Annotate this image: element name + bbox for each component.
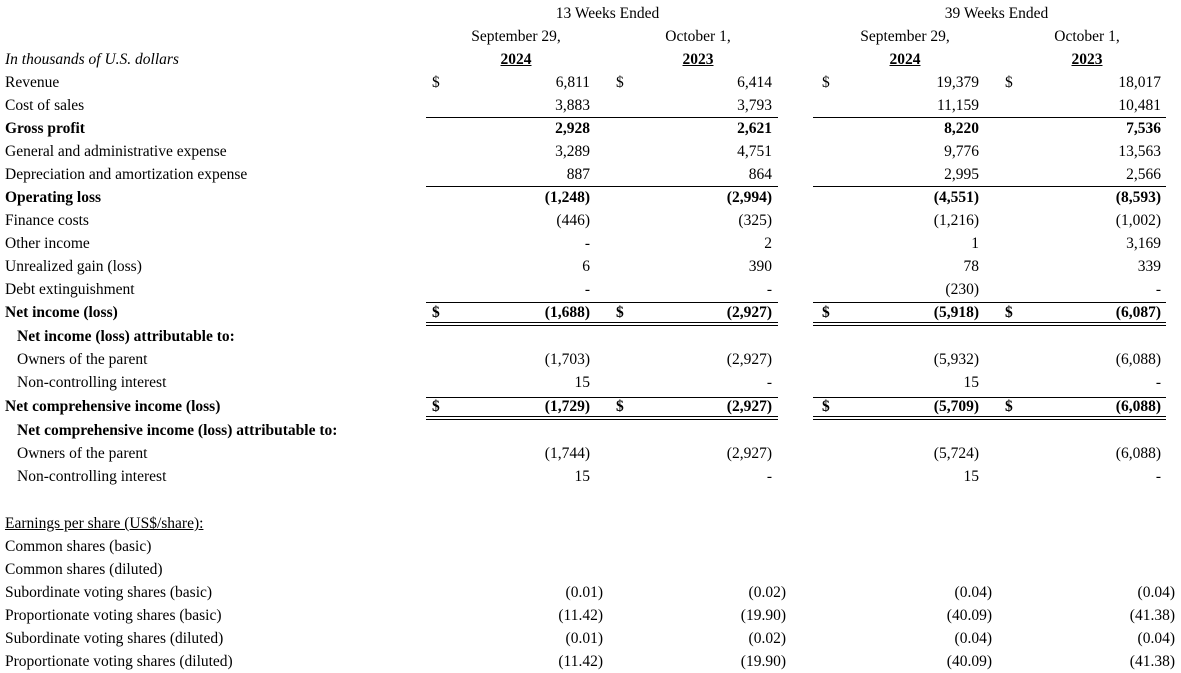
value-cell: (2,994) (726, 189, 772, 206)
value-cell: (5,709) (933, 398, 979, 415)
total-double-rule (813, 416, 1166, 420)
value-cell: - (584, 281, 590, 298)
value-cell: (2,927) (726, 351, 772, 368)
value-cell: (6,087) (1115, 304, 1161, 321)
value-cell: (230) (945, 281, 979, 298)
group-header-13-weeks: 13 Weeks Ended (555, 5, 660, 22)
currency-symbol: $ (616, 304, 624, 321)
col-year-q-2023: 2023 (682, 51, 714, 68)
value-cell: 339 (1137, 258, 1161, 275)
value-cell: 390 (748, 258, 772, 275)
eps-value-cell: (0.02) (748, 630, 786, 647)
total-double-rule (426, 322, 778, 326)
eps-value-cell: (11.42) (558, 607, 603, 624)
total-double-rule (813, 322, 1166, 326)
value-cell: 10,481 (1118, 97, 1161, 114)
eps-value-cell: (40.09) (946, 607, 992, 624)
eps-heading: Earnings per share (US$/share): (5, 515, 204, 532)
total-double-rule (426, 416, 778, 420)
value-cell: 887 (566, 166, 590, 183)
eps-value-cell: (0.02) (748, 584, 786, 601)
col-date-ytd-2023: October 1, (1054, 28, 1120, 45)
eps-value-cell: (0.01) (565, 584, 603, 601)
value-cell: 2,566 (1126, 166, 1161, 183)
value-cell: 2 (764, 235, 772, 252)
currency-symbol: $ (822, 398, 830, 415)
row-label-other-income: Other income (5, 235, 90, 252)
subtotal-rule (426, 117, 778, 118)
value-cell: (8,593) (1115, 189, 1161, 206)
value-cell: 11,159 (936, 97, 979, 114)
subtotal-rule (813, 397, 1166, 398)
value-cell: (6,088) (1115, 398, 1161, 415)
value-cell: 9,776 (944, 143, 979, 160)
currency-symbol: $ (432, 74, 440, 91)
subtotal-rule (426, 302, 778, 303)
value-cell: 3,169 (1126, 235, 1161, 252)
value-cell: - (1155, 468, 1161, 485)
eps-value-cell: (0.01) (565, 630, 603, 647)
value-cell: (6,088) (1115, 351, 1161, 368)
eps-value-cell: (41.38) (1129, 653, 1175, 670)
value-cell: 6 (582, 258, 590, 275)
value-cell: 6,414 (737, 74, 772, 91)
eps-value-cell: (19.90) (740, 653, 786, 670)
value-cell: - (1155, 281, 1161, 298)
value-cell: (5,918) (933, 304, 979, 321)
value-cell: 19,379 (936, 74, 979, 91)
row-label-net-comprehensive-income-loss: Net comprehensive income (loss) (5, 398, 221, 415)
eps-value-cell: (0.04) (954, 630, 992, 647)
value-cell: (1,216) (933, 212, 979, 229)
row-label-unrealized-gain-loss: Unrealized gain (loss) (5, 258, 142, 275)
col-year-ytd-2023: 2023 (1071, 51, 1103, 68)
row-label-general-and-administrative-expense: General and administrative expense (5, 143, 227, 160)
value-cell: - (766, 468, 772, 485)
value-cell: (1,703) (544, 351, 590, 368)
value-cell: (1,002) (1115, 212, 1161, 229)
row-label-depreciation-and-amortization-expense: Depreciation and amortization expense (5, 166, 248, 183)
value-cell: 2,621 (737, 120, 772, 137)
currency-symbol: $ (822, 74, 830, 91)
eps-value-cell: (19.90) (740, 607, 786, 624)
value-cell: (2,927) (726, 398, 772, 415)
subtotal-rule (426, 186, 778, 187)
row-label-gross-profit: Gross profit (5, 120, 85, 137)
eps-label-common-shares-diluted: Common shares (diluted) (5, 561, 163, 578)
value-cell: 15 (963, 374, 979, 391)
currency-symbol: $ (616, 74, 624, 91)
eps-label-common-shares-basic: Common shares (basic) (5, 538, 152, 555)
units-label: In thousands of U.S. dollars (5, 51, 179, 68)
value-cell: 2,928 (555, 120, 590, 137)
value-cell: 1 (971, 235, 979, 252)
col-date-ytd-2024: September 29, (860, 28, 950, 45)
subtotal-rule (813, 117, 1166, 118)
row-label-operating-loss: Operating loss (5, 189, 102, 206)
value-cell: 15 (963, 468, 979, 485)
eps-label-subordinate-voting-shares-basic: Subordinate voting shares (basic) (5, 584, 213, 601)
col-year-q-2024: 2024 (500, 51, 532, 68)
currency-symbol: $ (1005, 74, 1013, 91)
row-label-non-controlling-interest: Non-controlling interest (17, 468, 167, 485)
value-cell: (5,932) (933, 351, 979, 368)
eps-label-proportionate-voting-shares-diluted: Proportionate voting shares (diluted) (5, 653, 233, 670)
value-cell: 15 (574, 374, 590, 391)
row-label-cost-of-sales: Cost of sales (5, 97, 85, 114)
value-cell: 3,883 (555, 97, 590, 114)
value-cell: 78 (963, 258, 979, 275)
row-label-owners-of-the-parent: Owners of the parent (17, 351, 148, 368)
eps-value-cell: (0.04) (1137, 630, 1175, 647)
subtotal-rule (426, 397, 778, 398)
value-cell: 8,220 (944, 120, 979, 137)
value-cell: 4,751 (737, 143, 772, 160)
value-cell: 6,811 (555, 74, 590, 91)
row-label-non-controlling-interest: Non-controlling interest (17, 374, 167, 391)
eps-value-cell: (40.09) (946, 653, 992, 670)
row-label-net-income-loss: Net income (loss) (5, 304, 118, 321)
row-label-net-comprehensive-income-loss-attributable-to: Net comprehensive income (loss) attributable to: (17, 422, 338, 439)
currency-symbol: $ (1005, 304, 1013, 321)
group-header-39-weeks: 39 Weeks Ended (944, 5, 1049, 22)
value-cell: (2,927) (726, 445, 772, 462)
value-cell: 18,017 (1118, 74, 1161, 91)
value-cell: 3,793 (737, 97, 772, 114)
value-cell: 13,563 (1118, 143, 1161, 160)
value-cell: (5,724) (933, 445, 979, 462)
value-cell: (1,688) (544, 304, 590, 321)
value-cell: (1,248) (544, 189, 590, 206)
eps-value-cell: (41.38) (1129, 607, 1175, 624)
col-date-q-2024: September 29, (471, 28, 561, 45)
col-year-ytd-2024: 2024 (889, 51, 921, 68)
eps-value-cell: (0.04) (954, 584, 992, 601)
value-cell: - (766, 374, 772, 391)
currency-symbol: $ (1005, 398, 1013, 415)
value-cell: 864 (748, 166, 772, 183)
row-label-debt-extinguishment: Debt extinguishment (5, 281, 135, 298)
value-cell: - (584, 235, 590, 252)
row-label-revenue: Revenue (5, 74, 60, 91)
row-label-finance-costs: Finance costs (5, 212, 89, 229)
subtotal-rule (813, 302, 1166, 303)
currency-symbol: $ (432, 304, 440, 321)
value-cell: 2,995 (944, 166, 979, 183)
value-cell: (4,551) (933, 189, 979, 206)
value-cell: - (766, 281, 772, 298)
value-cell: (446) (556, 212, 590, 229)
row-label-owners-of-the-parent: Owners of the parent (17, 445, 148, 462)
currency-symbol: $ (822, 304, 830, 321)
value-cell: (325) (738, 212, 772, 229)
value-cell: (6,088) (1115, 445, 1161, 462)
eps-label-subordinate-voting-shares-diluted: Subordinate voting shares (diluted) (5, 630, 224, 647)
value-cell: 3,289 (555, 143, 590, 160)
currency-symbol: $ (432, 398, 440, 415)
eps-value-cell: (0.04) (1137, 584, 1175, 601)
eps-value-cell: (11.42) (558, 653, 603, 670)
subtotal-rule (813, 186, 1166, 187)
currency-symbol: $ (616, 398, 624, 415)
value-cell: - (1155, 374, 1161, 391)
col-date-q-2023: October 1, (665, 28, 731, 45)
value-cell: (1,744) (544, 445, 590, 462)
value-cell: 7,536 (1126, 120, 1161, 137)
value-cell: (2,927) (726, 304, 772, 321)
row-label-net-income-loss-attributable-to: Net income (loss) attributable to: (17, 328, 235, 345)
value-cell: (1,729) (544, 398, 590, 415)
value-cell: 15 (574, 468, 590, 485)
eps-label-proportionate-voting-shares-basic: Proportionate voting shares (basic) (5, 607, 222, 624)
